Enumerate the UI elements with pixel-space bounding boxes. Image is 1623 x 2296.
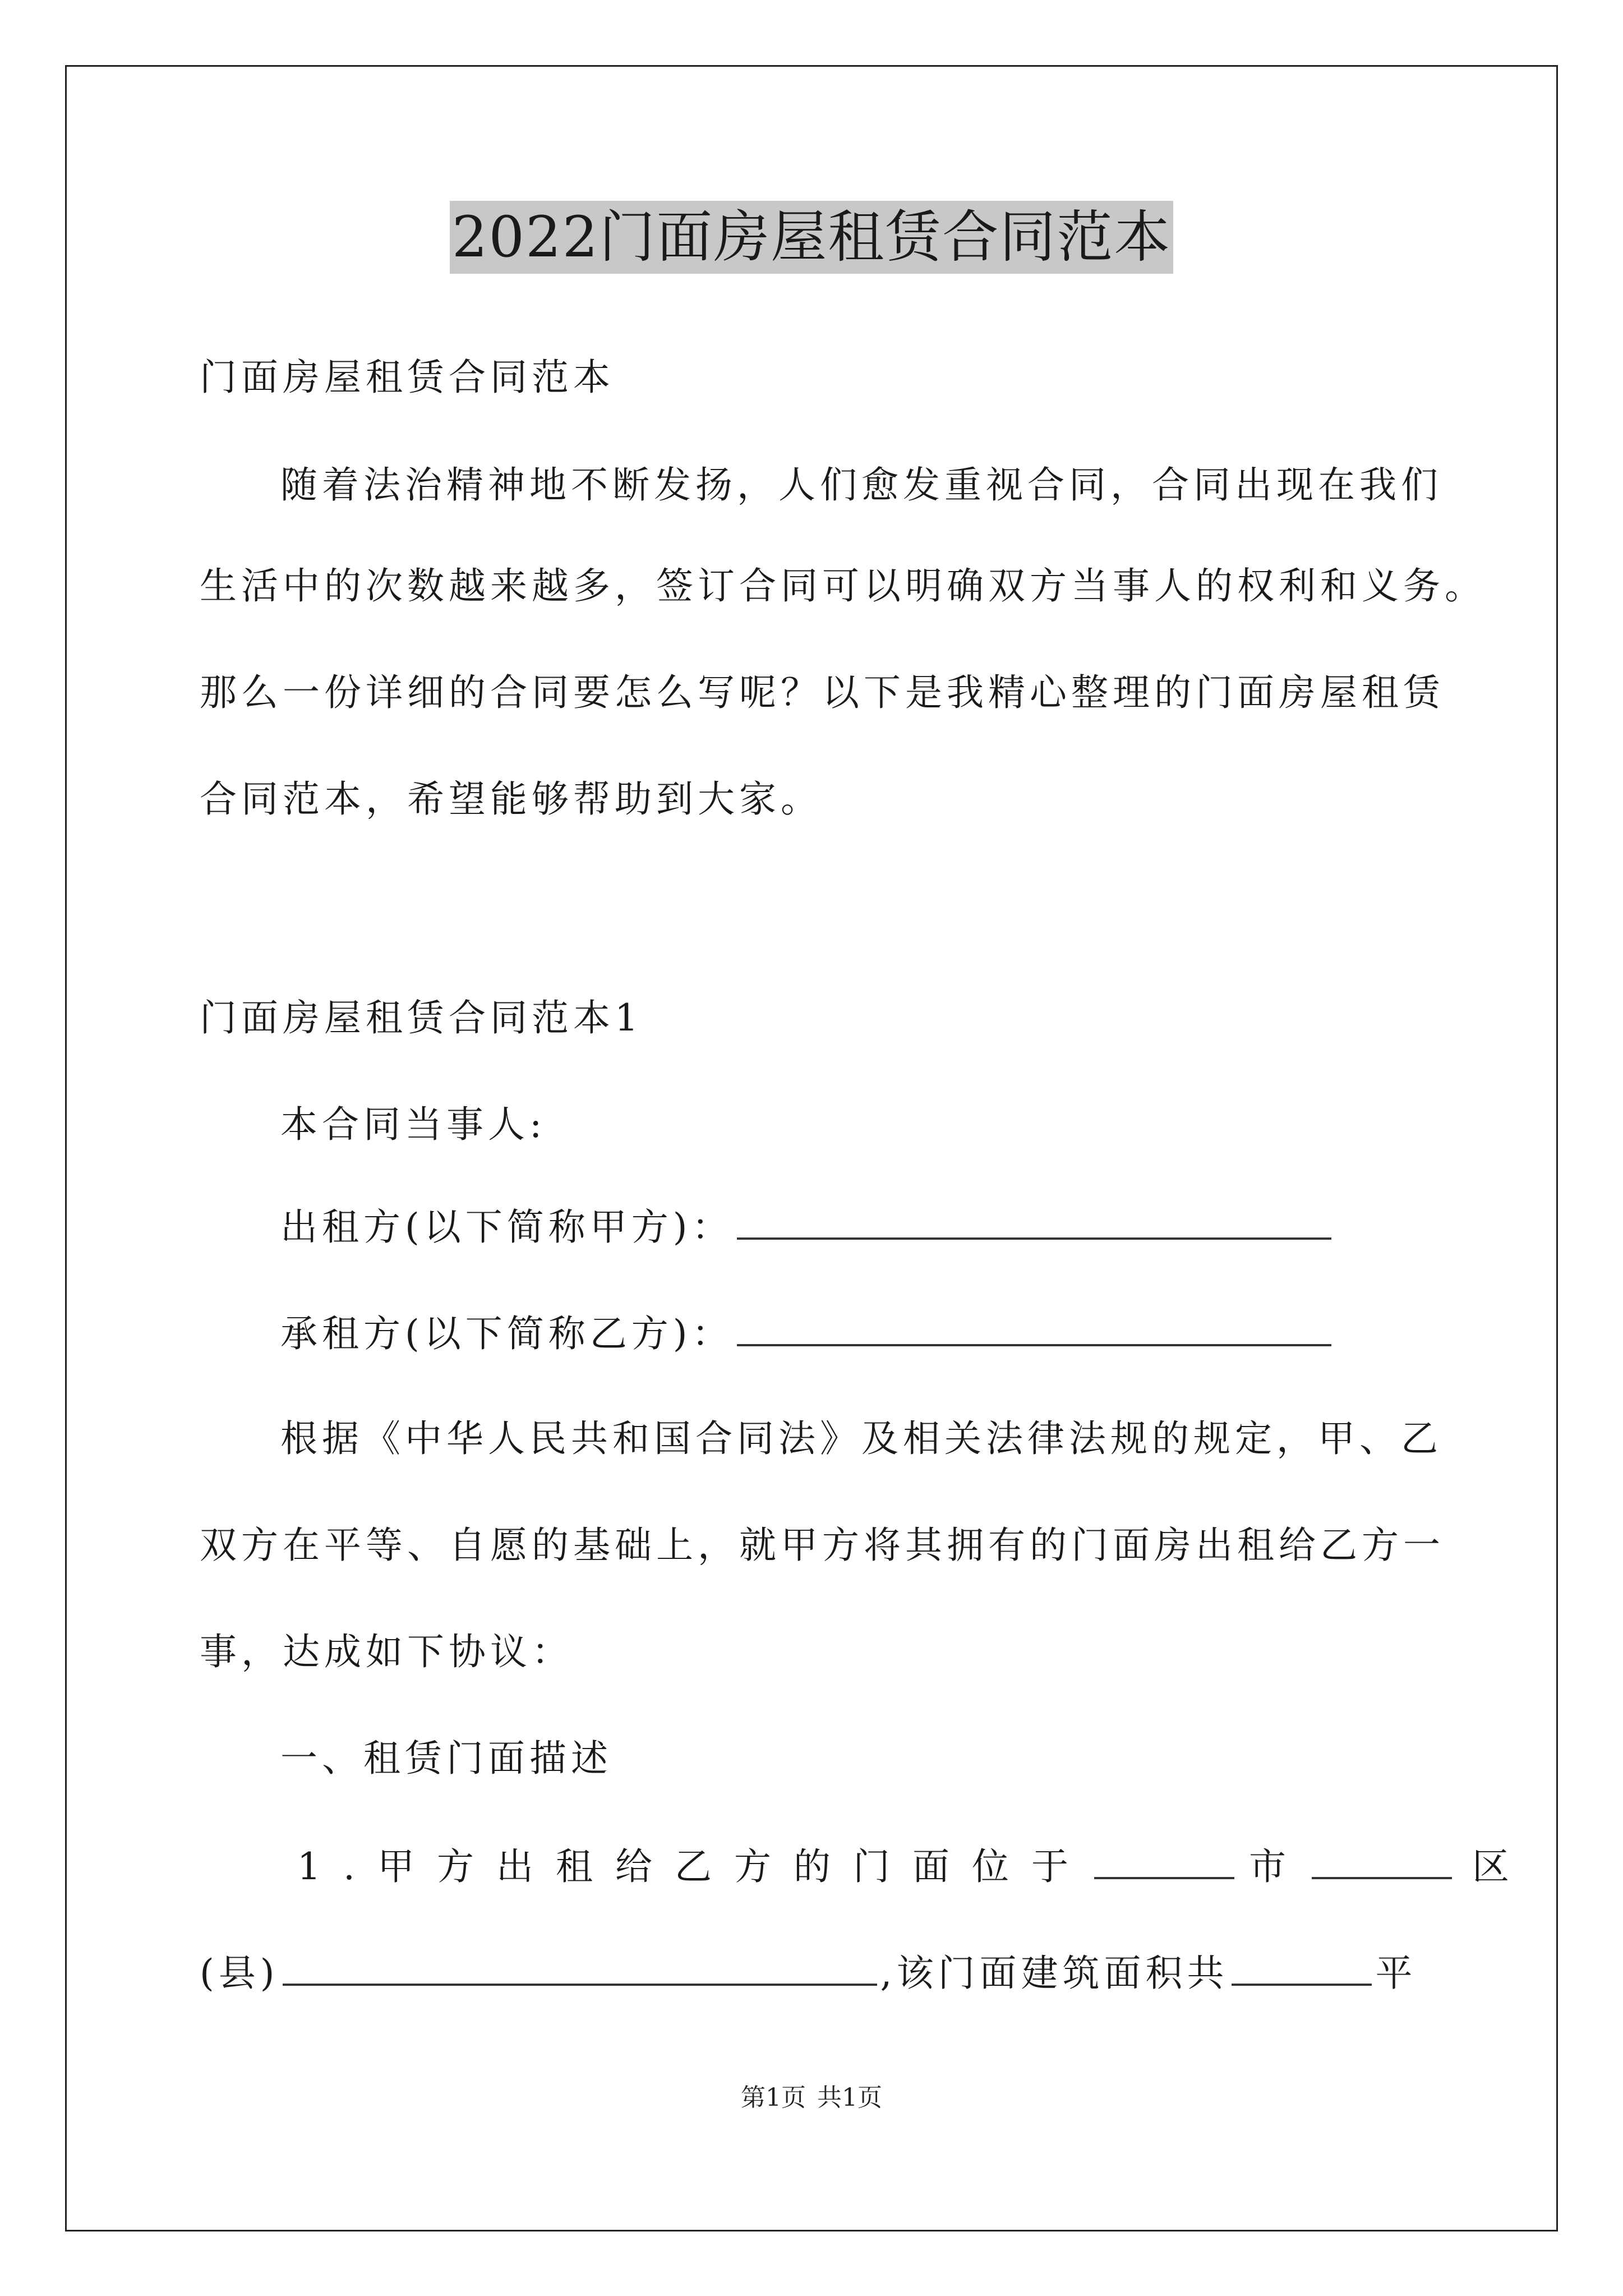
- title-container: [0, 201, 1623, 274]
- document-title: 2022门面房屋租赁合同范本: [450, 201, 1174, 274]
- clause-1-1-line-2: [200, 1947, 1433, 1999]
- parties-label: 本合同当事人:: [280, 1103, 547, 1146]
- basis-line-2: 双方在平等、自愿的基础上，就甲方将其拥有的门面房出租给乙方一: [200, 1524, 1445, 1567]
- section-heading: 门面房屋租赁合同范本1: [200, 996, 643, 1039]
- clause-1-1-text-e: ,该门面建筑面积共: [880, 1952, 1229, 1995]
- clause-1-1-text-a: 1.甲方出租给乙方的门面位于: [297, 1845, 1091, 1888]
- page-total: 共1页: [817, 2083, 882, 2112]
- lessor-line: [280, 1200, 1514, 1253]
- document-subtitle: 门面房屋租赁合同范本: [200, 356, 615, 399]
- basis-line-3: 事，达成如下协议：: [200, 1630, 573, 1673]
- intro-line-2: 生活中的次数越来越多，签订合同可以明确双方当事人的权利和义务。: [200, 564, 1486, 608]
- clause-1-1-text-f: 平: [1375, 1952, 1417, 1995]
- address-blank: [283, 1947, 877, 1986]
- area-blank: [1232, 1947, 1372, 1986]
- lessee-blank: [737, 1307, 1331, 1346]
- clause-1-1-text-c: 区: [1472, 1845, 1514, 1888]
- page-footer: [0, 2081, 1623, 2115]
- city-blank: [1094, 1840, 1234, 1879]
- clause-1-1-line-1: [297, 1840, 1531, 1892]
- intro-line-1: 随着法治精神地不断发扬，人们愈发重视合同，合同出现在我们: [280, 463, 1442, 507]
- lessor-label: 出租方(以下简称甲方)：: [280, 1205, 734, 1249]
- clause-1-heading: 一、租赁门面描述: [280, 1737, 612, 1780]
- clause-1-1-text-d: (县): [200, 1952, 279, 1995]
- lessee-line: [280, 1307, 1514, 1359]
- clause-1-1-text-b: 市: [1248, 1845, 1308, 1888]
- basis-line-1: 根据《中华人民共和国合同法》及相关法律法规的规定，甲、乙: [280, 1417, 1442, 1460]
- district-blank: [1312, 1840, 1452, 1879]
- intro-line-4: 合同范本，希望能够帮助到大家。: [200, 777, 822, 821]
- lessor-blank: [737, 1200, 1331, 1240]
- lessee-label: 承租方(以下简称乙方)：: [280, 1312, 734, 1355]
- intro-line-3: 那么一份详细的合同要怎么写呢？以下是我精心整理的门面房屋租赁: [200, 671, 1445, 714]
- page-number: 第1页: [741, 2083, 806, 2112]
